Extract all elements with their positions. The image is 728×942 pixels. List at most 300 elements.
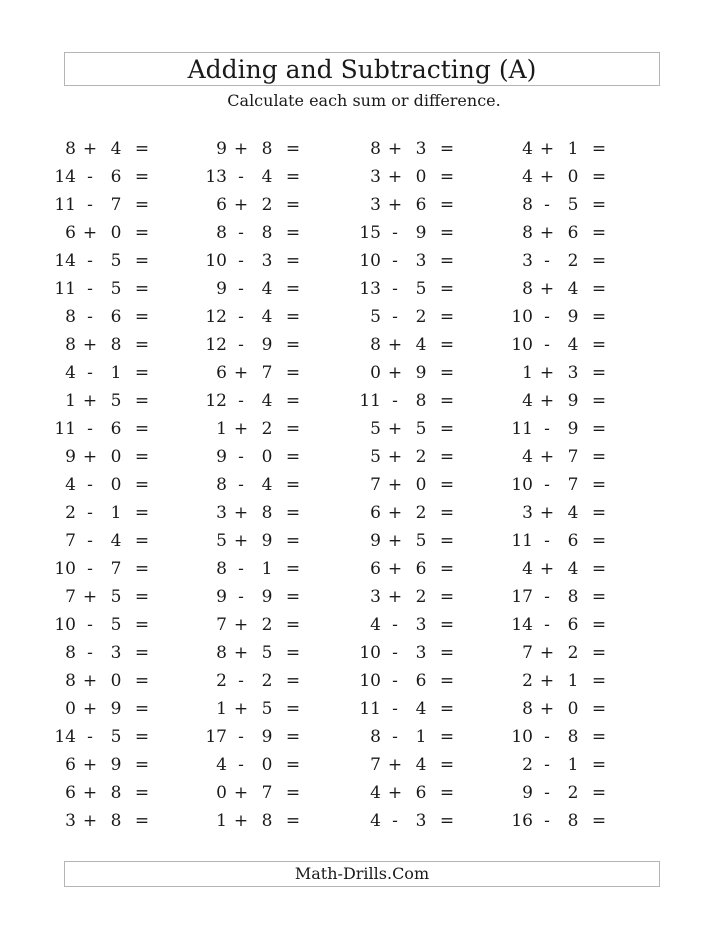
operand-b: 6 — [415, 783, 427, 803]
operand-a: 6 — [370, 503, 381, 523]
operand-a: 11 — [54, 419, 76, 439]
operator: - — [87, 195, 93, 215]
operand-a: 9 — [216, 279, 227, 299]
equals-sign: = — [591, 307, 607, 327]
equals-sign: = — [134, 167, 150, 187]
operand-a: 11 — [359, 699, 381, 719]
operand-b: 4 — [261, 167, 273, 187]
operand-a: 1 — [65, 391, 76, 411]
operand-b: 1 — [415, 727, 427, 747]
problem — [203, 445, 323, 469]
operand-a: 6 — [216, 363, 227, 383]
problem — [203, 417, 323, 441]
operand-b: 6 — [415, 559, 427, 579]
instructions: Calculate each sum or difference. — [227, 91, 501, 110]
operand-a: 6 — [370, 559, 381, 579]
problem — [357, 361, 477, 385]
operand-b: 5 — [110, 279, 122, 299]
operand-b: 6 — [110, 419, 122, 439]
operand-b: 2 — [567, 643, 579, 663]
operand-b: 6 — [567, 615, 579, 635]
operator: + — [387, 503, 403, 523]
equals-sign: = — [285, 447, 301, 467]
operator: + — [539, 279, 555, 299]
operator: + — [387, 755, 403, 775]
problem — [509, 585, 629, 609]
operator: - — [238, 307, 244, 327]
operand-b: 7 — [567, 475, 579, 495]
operand-a: 2 — [522, 671, 533, 691]
equals-sign: = — [134, 811, 150, 831]
problem — [509, 697, 629, 721]
operator: - — [238, 671, 244, 691]
operator: + — [82, 587, 98, 607]
equals-sign: = — [134, 699, 150, 719]
operand-b: 5 — [261, 699, 273, 719]
operator: - — [544, 195, 550, 215]
operand-b: 1 — [567, 139, 579, 159]
operand-a: 6 — [216, 195, 227, 215]
problem — [203, 137, 323, 161]
equals-sign: = — [134, 531, 150, 551]
operator: + — [82, 447, 98, 467]
operand-b: 1 — [567, 755, 579, 775]
operand-a: 1 — [216, 699, 227, 719]
operand-a: 17 — [511, 587, 533, 607]
operator: + — [82, 139, 98, 159]
equals-sign: = — [439, 167, 455, 187]
operand-b: 4 — [110, 531, 122, 551]
operator: + — [233, 699, 249, 719]
operator: + — [233, 419, 249, 439]
problem — [52, 809, 172, 833]
operand-b: 5 — [110, 587, 122, 607]
equals-sign: = — [285, 195, 301, 215]
operand-b: 0 — [110, 223, 122, 243]
equals-sign: = — [439, 811, 455, 831]
operand-b: 8 — [110, 335, 122, 355]
operator: + — [82, 391, 98, 411]
problem — [509, 417, 629, 441]
operator: + — [82, 783, 98, 803]
operand-b: 7 — [567, 447, 579, 467]
operand-b: 2 — [415, 503, 427, 523]
operator: + — [539, 699, 555, 719]
equals-sign: = — [591, 223, 607, 243]
operand-a: 3 — [522, 503, 533, 523]
equals-sign: = — [591, 615, 607, 635]
operand-b: 9 — [567, 307, 579, 327]
operand-a: 4 — [522, 139, 533, 159]
problem — [52, 361, 172, 385]
problem — [52, 529, 172, 553]
problem — [357, 585, 477, 609]
operand-a: 4 — [522, 559, 533, 579]
operand-b: 5 — [110, 251, 122, 271]
operand-a: 1 — [216, 419, 227, 439]
operand-b: 6 — [110, 307, 122, 327]
problem — [203, 557, 323, 581]
problem — [509, 305, 629, 329]
operand-a: 9 — [216, 139, 227, 159]
equals-sign: = — [439, 559, 455, 579]
operator: - — [238, 755, 244, 775]
operand-a: 6 — [65, 783, 76, 803]
operand-b: 0 — [567, 167, 579, 187]
operator: - — [87, 419, 93, 439]
operand-a: 10 — [359, 251, 381, 271]
equals-sign: = — [439, 783, 455, 803]
operand-b: 9 — [261, 727, 273, 747]
equals-sign: = — [134, 223, 150, 243]
problem — [52, 137, 172, 161]
operator: + — [233, 139, 249, 159]
operand-b: 4 — [261, 391, 273, 411]
operator: - — [238, 587, 244, 607]
equals-sign: = — [439, 251, 455, 271]
operand-a: 6 — [65, 755, 76, 775]
operand-b: 5 — [110, 391, 122, 411]
operator: + — [233, 615, 249, 635]
problem — [509, 613, 629, 637]
operand-b: 9 — [415, 363, 427, 383]
operator: + — [387, 531, 403, 551]
equals-sign: = — [134, 727, 150, 747]
equals-sign: = — [134, 251, 150, 271]
operator: + — [82, 755, 98, 775]
operand-a: 4 — [65, 475, 76, 495]
operator: - — [544, 251, 550, 271]
equals-sign: = — [439, 699, 455, 719]
operator: - — [392, 811, 398, 831]
problem — [52, 585, 172, 609]
operator: + — [539, 167, 555, 187]
operand-b: 8 — [415, 391, 427, 411]
equals-sign: = — [134, 783, 150, 803]
operand-b: 4 — [415, 335, 427, 355]
operand-a: 3 — [522, 251, 533, 271]
operator: + — [387, 363, 403, 383]
operand-b: 5 — [110, 727, 122, 747]
operand-a: 8 — [216, 643, 227, 663]
operand-a: 1 — [522, 363, 533, 383]
operand-b: 9 — [261, 531, 273, 551]
operator: + — [539, 139, 555, 159]
equals-sign: = — [439, 307, 455, 327]
operand-b: 2 — [415, 307, 427, 327]
operator: + — [82, 811, 98, 831]
equals-sign: = — [591, 811, 607, 831]
operand-b: 2 — [261, 419, 273, 439]
operator: - — [392, 223, 398, 243]
operator: - — [392, 615, 398, 635]
operator: + — [539, 447, 555, 467]
problem — [52, 165, 172, 189]
equals-sign: = — [134, 391, 150, 411]
operand-b: 3 — [415, 139, 427, 159]
operator: - — [544, 335, 550, 355]
problem — [509, 501, 629, 525]
equals-sign: = — [285, 587, 301, 607]
problem — [203, 613, 323, 637]
operand-a: 3 — [216, 503, 227, 523]
equals-sign: = — [285, 503, 301, 523]
operand-b: 8 — [261, 139, 273, 159]
operand-a: 10 — [511, 475, 533, 495]
equals-sign: = — [591, 531, 607, 551]
operand-a: 17 — [205, 727, 227, 747]
operand-a: 6 — [65, 223, 76, 243]
problem — [509, 669, 629, 693]
operand-b: 2 — [415, 587, 427, 607]
operand-b: 8 — [567, 811, 579, 831]
problem — [203, 697, 323, 721]
operand-a: 7 — [65, 531, 76, 551]
problem — [203, 193, 323, 217]
operand-b: 7 — [261, 363, 273, 383]
operand-b: 2 — [567, 251, 579, 271]
operand-a: 4 — [65, 363, 76, 383]
operand-a: 7 — [216, 615, 227, 635]
problem — [52, 669, 172, 693]
problem — [509, 165, 629, 189]
operand-b: 4 — [261, 307, 273, 327]
problem — [357, 333, 477, 357]
operand-a: 1 — [216, 811, 227, 831]
problem — [52, 613, 172, 637]
equals-sign: = — [591, 475, 607, 495]
operand-b: 6 — [415, 195, 427, 215]
operand-b: 2 — [261, 615, 273, 635]
operand-a: 2 — [216, 671, 227, 691]
equals-sign: = — [591, 559, 607, 579]
equals-sign: = — [285, 363, 301, 383]
operand-a: 14 — [511, 615, 533, 635]
operator: + — [82, 335, 98, 355]
operand-a: 10 — [511, 307, 533, 327]
problem — [509, 445, 629, 469]
operand-b: 9 — [261, 587, 273, 607]
equals-sign: = — [285, 727, 301, 747]
problem — [52, 697, 172, 721]
equals-sign: = — [134, 587, 150, 607]
operand-a: 12 — [205, 307, 227, 327]
operator: - — [87, 559, 93, 579]
operator: - — [87, 167, 93, 187]
equals-sign: = — [591, 195, 607, 215]
equals-sign: = — [591, 671, 607, 691]
operand-b: 2 — [567, 783, 579, 803]
problem — [509, 473, 629, 497]
problem — [357, 137, 477, 161]
problem — [509, 361, 629, 385]
problem — [357, 529, 477, 553]
operand-a: 9 — [216, 447, 227, 467]
equals-sign: = — [439, 419, 455, 439]
equals-sign: = — [285, 783, 301, 803]
problem — [203, 753, 323, 777]
operand-a: 0 — [65, 699, 76, 719]
operand-b: 5 — [415, 279, 427, 299]
operand-b: 6 — [567, 223, 579, 243]
equals-sign: = — [439, 727, 455, 747]
operator: - — [87, 643, 93, 663]
operator: - — [87, 727, 93, 747]
operator: + — [387, 783, 403, 803]
operator: - — [392, 727, 398, 747]
operator: - — [87, 531, 93, 551]
operator: - — [544, 727, 550, 747]
problem — [203, 361, 323, 385]
problem — [509, 389, 629, 413]
problem — [509, 725, 629, 749]
operator: - — [238, 279, 244, 299]
operand-b: 3 — [415, 643, 427, 663]
problem — [203, 641, 323, 665]
problem — [203, 809, 323, 833]
operator: - — [238, 167, 244, 187]
operand-b: 0 — [261, 447, 273, 467]
operator: - — [544, 587, 550, 607]
equals-sign: = — [591, 699, 607, 719]
operand-a: 9 — [370, 531, 381, 551]
operand-b: 9 — [261, 335, 273, 355]
operator: + — [233, 783, 249, 803]
problem — [357, 305, 477, 329]
problem — [357, 501, 477, 525]
operator: + — [82, 671, 98, 691]
problem — [203, 669, 323, 693]
operand-a: 10 — [511, 727, 533, 747]
operand-a: 2 — [522, 755, 533, 775]
problem — [203, 389, 323, 413]
operator: - — [238, 335, 244, 355]
operand-a: 16 — [511, 811, 533, 831]
equals-sign: = — [285, 615, 301, 635]
problem — [357, 389, 477, 413]
problem — [52, 305, 172, 329]
equals-sign: = — [591, 783, 607, 803]
operand-a: 14 — [54, 251, 76, 271]
operand-b: 8 — [261, 223, 273, 243]
operand-b: 4 — [567, 503, 579, 523]
problem — [52, 389, 172, 413]
operator: - — [544, 615, 550, 635]
problem — [357, 697, 477, 721]
equals-sign: = — [134, 755, 150, 775]
operator: + — [539, 643, 555, 663]
operand-a: 8 — [65, 671, 76, 691]
operand-a: 7 — [522, 643, 533, 663]
operand-b: 4 — [261, 279, 273, 299]
operator: + — [82, 223, 98, 243]
operand-b: 0 — [110, 447, 122, 467]
operand-a: 7 — [65, 587, 76, 607]
operand-b: 1 — [110, 503, 122, 523]
operand-a: 9 — [522, 783, 533, 803]
problem — [52, 417, 172, 441]
problem — [509, 221, 629, 245]
equals-sign: = — [285, 755, 301, 775]
operand-a: 12 — [205, 335, 227, 355]
operator: - — [87, 363, 93, 383]
equals-sign: = — [439, 335, 455, 355]
equals-sign: = — [134, 139, 150, 159]
equals-sign: = — [439, 531, 455, 551]
operand-b: 5 — [567, 195, 579, 215]
operand-b: 6 — [110, 167, 122, 187]
operator: - — [392, 279, 398, 299]
operand-a: 11 — [359, 391, 381, 411]
problem — [203, 529, 323, 553]
operand-a: 8 — [216, 475, 227, 495]
page-title: Adding and Subtracting (A) — [187, 54, 537, 84]
operand-b: 9 — [567, 391, 579, 411]
operand-b: 5 — [261, 643, 273, 663]
operator: + — [387, 139, 403, 159]
problem — [52, 641, 172, 665]
title-box — [64, 52, 660, 86]
operand-b: 2 — [261, 671, 273, 691]
problem — [203, 165, 323, 189]
problem — [357, 557, 477, 581]
operand-a: 14 — [54, 727, 76, 747]
problem — [509, 809, 629, 833]
equals-sign: = — [134, 447, 150, 467]
equals-sign: = — [134, 559, 150, 579]
operand-b: 3 — [415, 615, 427, 635]
operand-b: 3 — [415, 811, 427, 831]
equals-sign: = — [285, 279, 301, 299]
problem — [203, 333, 323, 357]
footer-box — [64, 861, 660, 887]
operator: - — [238, 475, 244, 495]
operand-b: 8 — [567, 587, 579, 607]
operand-b: 7 — [261, 783, 273, 803]
operator: + — [387, 419, 403, 439]
equals-sign: = — [285, 419, 301, 439]
problem — [52, 277, 172, 301]
problem — [357, 753, 477, 777]
equals-sign: = — [439, 195, 455, 215]
operand-a: 3 — [370, 587, 381, 607]
operand-a: 4 — [522, 391, 533, 411]
operator: - — [392, 699, 398, 719]
operand-a: 8 — [370, 727, 381, 747]
problem — [357, 445, 477, 469]
operand-b: 0 — [110, 475, 122, 495]
equals-sign: = — [439, 671, 455, 691]
operand-b: 3 — [567, 363, 579, 383]
operand-b: 2 — [415, 447, 427, 467]
problem — [203, 585, 323, 609]
operand-a: 10 — [54, 559, 76, 579]
operand-a: 4 — [370, 811, 381, 831]
equals-sign: = — [591, 587, 607, 607]
operator: - — [544, 755, 550, 775]
equals-sign: = — [285, 335, 301, 355]
equals-sign: = — [285, 811, 301, 831]
operator: - — [544, 783, 550, 803]
equals-sign: = — [285, 475, 301, 495]
problem — [357, 669, 477, 693]
equals-sign: = — [285, 559, 301, 579]
operand-a: 12 — [205, 391, 227, 411]
operator: - — [238, 559, 244, 579]
operator: - — [87, 503, 93, 523]
operand-a: 0 — [216, 783, 227, 803]
operand-b: 4 — [567, 279, 579, 299]
